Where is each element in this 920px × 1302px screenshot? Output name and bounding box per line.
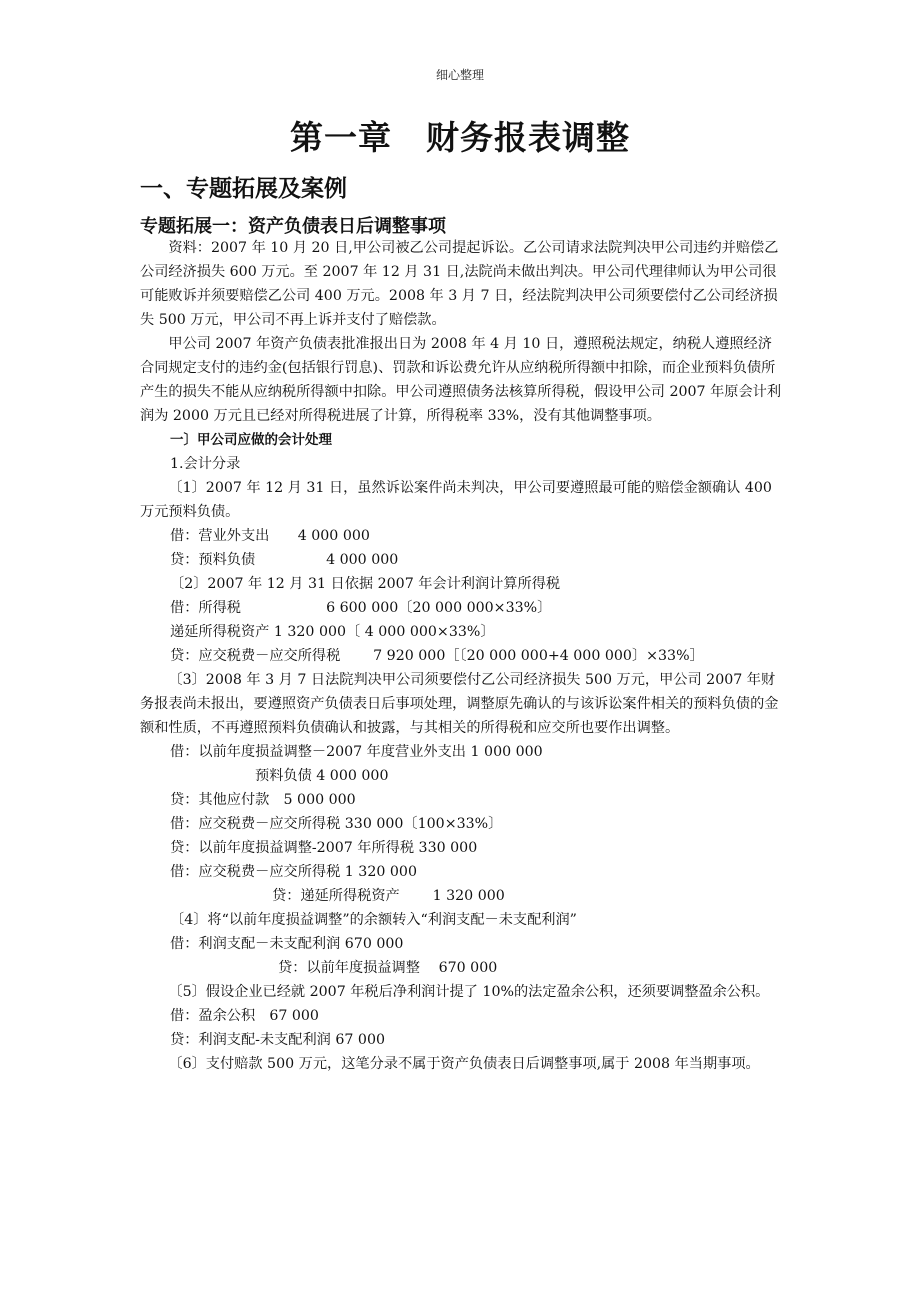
subheading-accounting: 一〕甲公司应做的会计处理 (170, 432, 332, 448)
paragraph-step-1: 〔1〕2007 年 12 月 31 日，虽然诉讼案件尚未判决，甲公司要遵照最可能的赔偿金额确认 400 万元预料负债。 (140, 480, 772, 520)
journal-line: 预料负债 4 000 000 (255, 768, 389, 784)
journal-line: 借：利润支配－未支配利润 670 000 (170, 936, 404, 952)
journal-line: 贷：以前年度损益调整 670 000 (278, 960, 498, 976)
paragraph-tax-rules: 甲公司 2007 年资产负债表批准报出日为 2008 年 4 月 10 日，遵照税法规定，纳税人遵照经济合同规定支付的违约金(包括银行罚息)、罚款和诉讼费允许从应纳税所得额中扣除，而企业预料负债所产生的损失不能从应纳税所得额中扣除。甲公司遵照债务法核算所得税，假设甲公司 2007 年原会计利润为 2000 万元且已经对所得税进展了计算，所得税率 33%，没有其他调整事项。 (140, 336, 782, 424)
topic-title: 专题拓展一：资产负债表日后调整事项 (140, 216, 446, 237)
page-header: 细心整理 (435, 68, 484, 82)
journal-line: 贷：以前年度损益调整-2007 年所得税 330 000 (170, 840, 478, 856)
chapter-title: 第一章 财务报表调整 (290, 118, 630, 157)
document-body (140, 236, 784, 1076)
journal-line: 递延所得税资产 1 320 000〔 4 000 000×33%〕 (170, 624, 495, 640)
journal-line: 借：应交税费－应交所得税 330 000〔100×33%〕 (170, 816, 503, 832)
subheading-journal: 1.会计分录 (170, 456, 241, 472)
paragraph-step-4: 〔4〕将“以前年度损益调整”的余额转入“利润支配－未支配利润” (170, 912, 577, 928)
journal-line: 借：盈余公积 67 000 (170, 1008, 319, 1024)
paragraph-step-5: 〔5〕假设企业已经就 2007 年税后净利润计提了 10%的法定盈余公积，还须要调整盈余公积。 (168, 984, 770, 1000)
journal-line: 贷：利润支配-未支配利润 67 000 (170, 1032, 386, 1048)
journal-line: 贷：应交税费－应交所得税 7 920 000［〔20 000 000+4 000 000〕×33%］ (170, 648, 704, 664)
journal-line: 贷：预料负债 4 000 000 (170, 552, 399, 568)
section-title: 一、专题拓展及案例 (140, 176, 347, 202)
journal-line: 借：营业外支出 4 000 000 (170, 528, 370, 544)
journal-line: 贷：递延所得税资产 1 320 000 (272, 888, 505, 904)
paragraph-case-material: 资料：2007 年 10 月 20 日,甲公司被乙公司提起诉讼。乙公司请求法院判决甲公司违约并赔偿乙公司经济损失 600 万元。至 2007 年 12 月 31 日,法院尚未做出判决。甲公司代理律师认为甲公司很可能败诉并须要赔偿乙公司 400 万元。2008 年 3 月 7 日，经法院判决甲公司须要偿付乙公司经济损失 500 万元，甲公司不再上诉并支付了赔偿款。 (140, 240, 779, 328)
paragraph-step-2: 〔2〕2007 年 12 月 31 日依据 2007 年会计利润计算所得税 (170, 576, 561, 592)
paragraph-step-3: 〔3〕2008 年 3 月 7 日法院判决甲公司须要偿付乙公司经济损失 500 万元，甲公司 2007 年财务报表尚未报出，要遵照资产负债表日后事项处理，调整原先确认的与该诉讼案件相关的预料负债的金额和性质，不再遵照预料负债确认和披露，与其相关的所得税和应交所也要作出调整。 (140, 672, 779, 736)
paragraph-step-6: 〔6〕支付赔款 500 万元，这笔分录不属于资产负债表日后调整事项,属于 2008 年当期事项。 (168, 1056, 760, 1072)
journal-line: 贷：其他应付款 5 000 000 (170, 792, 356, 808)
journal-line: 借：所得税 6 600 000〔20 000 000×33%〕 (170, 600, 552, 616)
journal-line: 借：应交税费－应交所得税 1 320 000 (170, 864, 417, 880)
journal-line: 借：以前年度损益调整－2007 年度营业外支出 1 000 000 (170, 744, 543, 760)
